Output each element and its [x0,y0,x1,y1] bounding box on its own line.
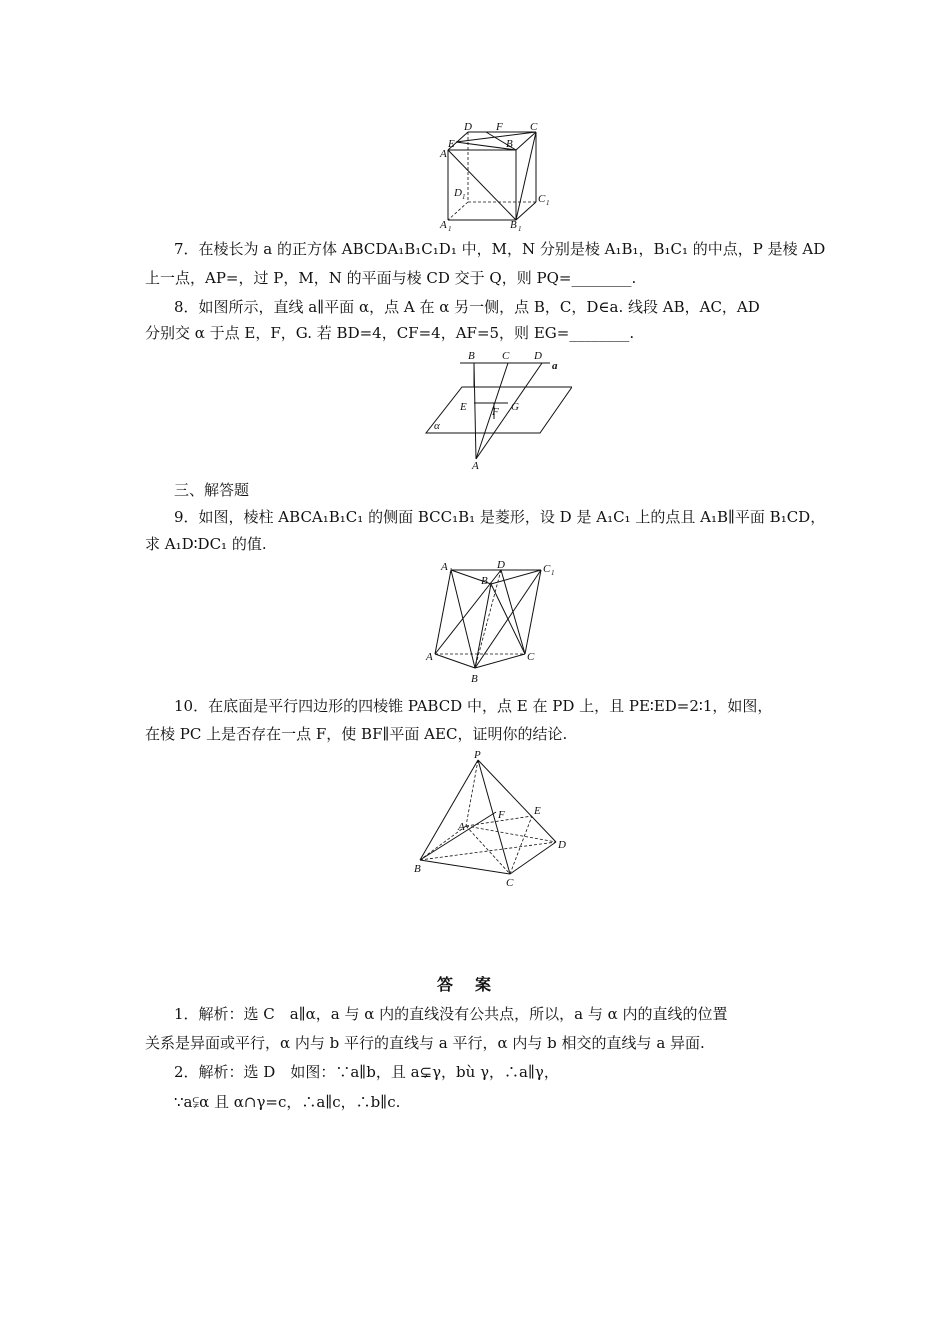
fig6-label-C1: C [538,193,546,205]
fig10-label-C: C [506,877,514,888]
fig6-label-F: F [496,121,503,133]
question-7-line-1: 7．在棱长为 a 的正方体 ABCDA₁B₁C₁D₁ 中，M，N 分别是棱 A₁B₁，B₁C₁ 的中点，P 是棱 AD [174,240,826,258]
fig8-label-E: E [460,401,467,413]
answer-1-line-2: 关系是异面或平行，α 内与 b 平行的直线与 a 平行，α 内与 b 相交的直线与 a 异面. [145,1034,705,1052]
fig6-label-D1: D [454,187,462,199]
fig8-label-D: D [534,350,542,362]
fig10-label-D: D [558,839,566,851]
fig9-label-A1-sub: 1 [449,567,453,575]
fig9-label-B: B [471,673,478,685]
plane-figure [422,347,572,472]
fig9-label-C1-sub: 1 [551,569,555,577]
fig6-label-B1-sub: 1 [518,225,522,232]
fig9-label-B1: B [481,575,488,587]
fig10-label-F: F [498,809,505,821]
question-8-line-1: 8．如图所示，直线 a∥平面 α，点 A 在 α 另一侧，点 B，C，D∈a. 线段 AB，AC，AD [174,298,760,316]
fig9-label-A: A [426,651,433,663]
fig8-label-F: F [492,406,499,418]
fig8-label-C: C [502,350,510,362]
fig6-label-C: C [530,121,538,133]
fig10-label-A: A [458,821,465,833]
fig8-label-alpha: α [434,420,440,432]
fig8-label-a: a [552,360,558,372]
pyramid-figure [410,748,575,888]
fig9-label-C: C [527,651,535,663]
answer-2-line-2: ∵a⫋α 且 α∩γ=c，∴a∥c，∴b∥c. [174,1093,401,1111]
fig8-label-A: A [472,460,479,472]
question-9-line-2: 求 A₁D∶DC₁ 的值. [145,535,267,553]
fig10-label-P: P [474,749,481,761]
section-heading: 三、解答题 [174,481,250,499]
fig6-label-B: B [506,138,513,150]
fig6-label-C1-sub: 1 [546,199,550,207]
fig8-label-B: B [468,350,475,362]
fig9-label-D: D [497,560,505,571]
fig10-label-E: E [534,805,541,817]
question-8-line-2: 分别交 α 于点 E，F，G. 若 BD=4，CF=4，AF=5，则 EG=________. [145,324,635,342]
fig6-label-D: D [464,121,472,133]
question-9-line-1: 9．如图，棱柱 ABCA₁B₁C₁ 的侧面 BCC₁B₁ 是菱形，设 D 是 A₁C₁ 上的点且 A₁B∥平面 B₁CD， [174,508,826,526]
question-7-line-2: 上一点，AP=，过 P，M，N 的平面与棱 CD 交于 Q，则 PQ=________. [145,269,637,287]
fig8-label-G: G [511,401,519,413]
question-10-line-1: 10．在底面是平行四边形的四棱锥 PABCD 中，点 E 在 PD 上，且 PE∶ED=2∶1，如图， [174,697,773,715]
answer-1-line-1: 1．解析：选 C a∥α，a 与 α 内的直线没有公共点，所以，a 与 α 内的直线的位置 [174,1005,728,1023]
question-10-line-2: 在棱 PC 上是否存在一点 F，使 BF∥平面 AEC，证明你的结论. [145,725,568,743]
answer-title: 答案 [436,975,513,994]
fig6-label-B1: B [510,219,517,231]
prism-figure [425,560,565,688]
fig6-label-A1-sub: 1 [448,225,452,232]
fig10-label-B: B [414,863,421,875]
fig9-label-C1: C [543,563,551,575]
fig9-label-A1: A [441,561,448,573]
fig6-label-A1: A [440,219,447,231]
fig6-label-A: A [440,148,447,160]
fig6-label-E: E [448,138,455,150]
fig9-label-B1-sub: 1 [489,581,493,589]
cube-figure [438,120,558,232]
answer-2-line-1: 2．解析：选 D 如图：∵a∥b，且 a⊊γ，bù γ，∴a∥γ， [174,1063,559,1081]
fig6-label-D1-sub: 1 [462,193,466,201]
